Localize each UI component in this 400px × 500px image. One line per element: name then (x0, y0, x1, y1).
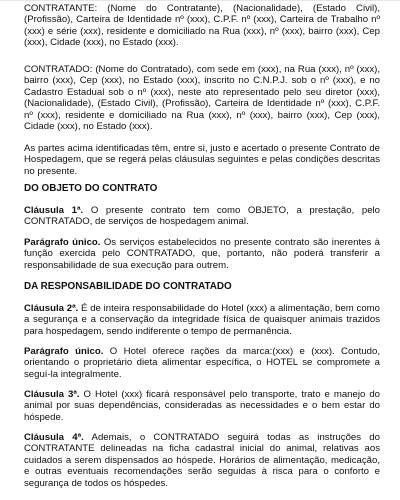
section-heading-objeto: DO OBJETO DO CONTRATO (24, 183, 158, 194)
paragrafo-unico-2-text: O Hotel oferece rações da marca:(xxx) e (xxx). Contudo, orientando o proprietário dieta alimentar específica, o HOTEL se compromete a seguí-la integralmente. (24, 346, 380, 380)
paragrafo-unico-1-text: Os serviços estabelecidos no presente contrato são inerentes à função exercida pelo CONTRATADO, que, portanto, não poderá transferir a responsabilidade de sua execução para outrem. (24, 237, 381, 271)
top-divider (0, 0, 400, 1)
paragrafo-unico-1-label: Parágrafo único. (24, 237, 101, 248)
clause-1-text: O presente contrato tem como OBJETO, a prestação, pelo CONTRATADO, de serviços de hospedagem animal. (24, 205, 380, 228)
clause-4-label: Cláusula 4ª. (24, 432, 84, 443)
clause-3-label: Cláusula 3ª. (24, 389, 80, 400)
clause-2 (24, 303, 380, 337)
contratado-paragraph: CONTRATADO: (Nome do Contratado), com sede em (xxx), na Rua (xxx), nº (xxx), bairro (xxx), Cep (xxx), no Estado (xxx), inscrito no C.N.P.J. sob o nº (xxx), e no Cadastro Estadual sob o nº (xxx), neste ato representado pelo seu diretor (xxx), (Nacionalidade), (Estado Civil), (Profissão), Carteira de Identidade nº (xxx), C.P.F. nº (xxx), residente e domiciliado na Rua (xxx), nº (xxx), bairro (xxx), Cep (xxx), Cidade (xxx), no Estado (xxx). (24, 64, 380, 133)
paragrafo-unico-2 (24, 346, 380, 380)
clause-2-text: É de inteira responsabilidade do Hotel (xxx) a alimentação, bem como a segurança e a conservação da integridade física de quaisquer animais trazidos para hospedagem, sendo indiferente o tempo de permanência. (24, 303, 380, 337)
section-heading-responsabilidade: DA RESPONSABILIDADE DO CONTRATADO (24, 281, 232, 292)
contratante-paragraph: CONTRATANTE: (Nome do Contratante), (Nacionalidade), (Estado Civil), (Profissão), Carteira de Identidade nº (xxx), C.P.F. nº (xxx), Carteira de Trabalho nº (xxx) e série (xxx), residente e domiciliado na Rua (xxx), nº (xxx), bairro (xxx), Cep (xxx), Cidade (xxx), no Estado (xxx). (24, 3, 380, 49)
paragrafo-unico-1 (24, 237, 380, 271)
clause-4-text: Ademais, o CONTRATADO seguirá todas as instruções do CONTRATANTE delineadas na ficha cadastral inicial do animal, relativas aos cuidados a serem dispensados ao hóspede. Horários de alimentação, medicação, e outras eventuais recomendações serão seguidas à risca para o conforto e segurança de todos os hóspedes. (24, 432, 380, 489)
clause-3 (24, 389, 380, 423)
clause-1 (24, 205, 380, 228)
clause-1-label: Cláusula 1ª. (24, 205, 84, 216)
paragrafo-unico-2-label: Parágrafo único. (24, 346, 104, 357)
clause-3-text: O Hotel (xxx) ficará responsável pelo transporte, trato e manejo do animal por suas dependências, consideradas as necessidades e o bem estar do hóspede. (24, 389, 380, 423)
preamble-paragraph: As partes acima identificadas têm, entre si, justo e acertado o presente Contrato de Hospedagem, que se regerá pelas cláusulas seguintes e pelas condições descritas no presente. (24, 143, 380, 177)
clause-4 (24, 432, 380, 489)
clause-2-label: Cláusula 2ª. (24, 303, 79, 314)
